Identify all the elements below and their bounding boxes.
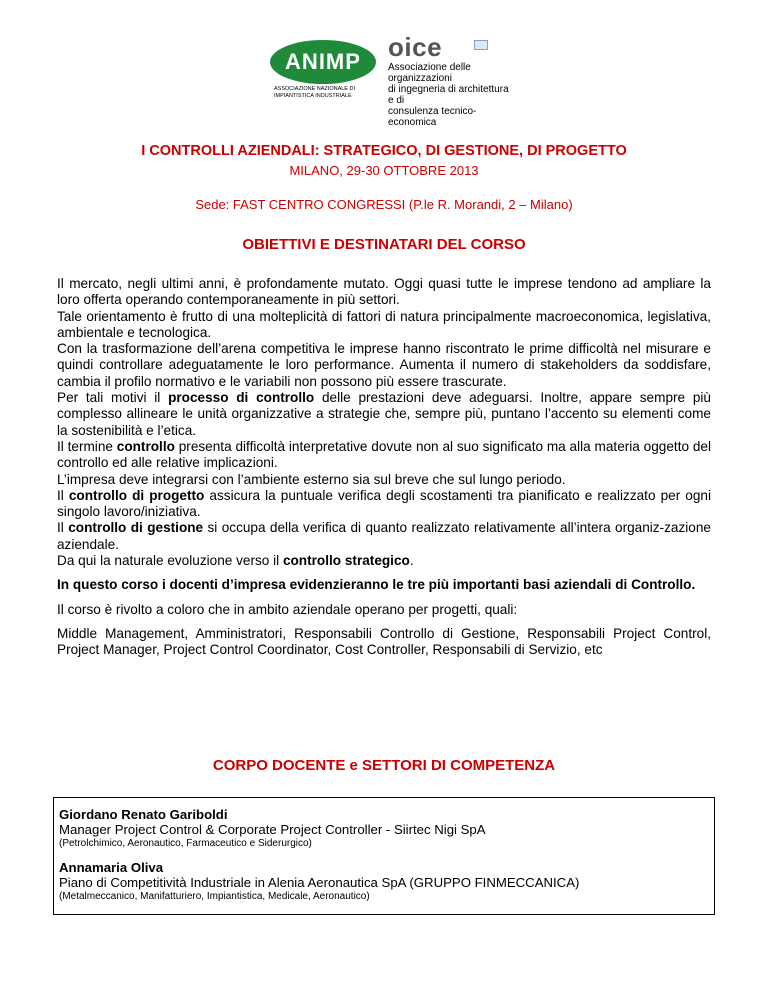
paragraph: Con la trasformazione dell’arena competitiva le imprese hanno riscontrato le prime difficoltà nel misurare e quindi controllare adeguatamente le loro performance. Aumenta il numero di stakeholders da soddisfare, cambia il profilo normativo e le variabili non possono più essere trascurate. (57, 341, 711, 389)
eu-flag-icon (474, 40, 488, 50)
teacher-name: Annamaria Oliva (59, 860, 164, 875)
paragraph: Il controllo di gestione si occupa della verifica di quanto realizzato relativamente all’intera organiz-zazione aziendale. (57, 520, 711, 552)
paragraph: Il termine controllo presenta difficoltà interpretative dovute non al suo significato ma alla materia oggetto del controllo ed alle relative implicazioni. (57, 438, 711, 471)
teacher-entry (59, 860, 708, 903)
animp-logo-subtitle: ASSOCIAZIONE NAZIONALE DI IMPIANTISTICA INDUSTRIALE (274, 86, 355, 99)
audience-list: Middle Management, Amministratori, Responsabili Controllo di Gestione, Responsabili Project Control, Project Manager, Project Control Coordinator, Cost Controller, Responsabili di Servizio, etc (57, 625, 711, 658)
animp-logo (268, 38, 378, 110)
oice-logo (388, 32, 509, 128)
bold-note: In questo corso i docenti d’impresa evidenzieranno le tre più importanti basi aziendali di Controllo. (57, 577, 696, 593)
course-date: MILANO, 29-30 OTTOBRE 2013 (289, 163, 479, 178)
paragraph: Per tali motivi il processo di controllo delle prestazioni deve adeguarsi. Inoltre, appare sempre più complesso allineare le unità organizzative a strategie che, sempre più, puntano l’accento su elementi come la sostenibilità e l’etica. (57, 390, 711, 438)
teachers-box (53, 797, 715, 915)
teacher-name: Giordano Renato Gariboldi (59, 807, 228, 822)
teacher-role: Manager Project Control & Corporate Project Controller - Siirtec Nigi SpA (59, 822, 486, 837)
paragraph: Tale orientamento è frutto di una molteplicità di fattori di natura principalmente macroeconomica, legislativa, ambientale e tecnologica. (57, 308, 711, 340)
oice-logo-description: Associazione delle organizzazioni di ingegneria di architettura e di consulenza tecnico-economica (388, 62, 509, 128)
oice-logo-mark: oice (388, 32, 443, 62)
teacher-role: Piano di Competitività Industriale in Alenia Aeronautica SpA (GRUPPO FINMECCANICA) (59, 875, 580, 890)
objectives-body (57, 276, 711, 659)
animp-logo-mark: ANIMP (270, 40, 376, 84)
section-heading-objectives: OBIETTIVI E DESTINATARI DEL CORSO (242, 236, 526, 253)
paragraph: Il mercato, negli ultimi anni, è profondamente mutato. Oggi quasi tutte le imprese tendono ad ampliare la loro offerta operando contemporaneamente in più settori. (57, 276, 711, 308)
course-venue: Sede: FAST CENTRO CONGRESSI (P.le R. Morandi, 2 – Milano) (195, 197, 573, 212)
teacher-entry (59, 807, 708, 850)
teacher-sectors: (Petrolchimico, Aeronautico, Farmaceutico e Siderurgico) (59, 838, 312, 849)
paragraph: Da qui la naturale evoluzione verso il controllo strategico. (57, 553, 414, 569)
teacher-sectors: (Metalmeccanico, Manifatturiero, Impiantistica, Medicale, Aeronautico) (59, 891, 370, 902)
paragraph: L’impresa deve integrarsi con l’ambiente esterno sia sul breve che sul lungo periodo. (57, 471, 566, 487)
course-title: I CONTROLLI AZIENDALI: STRATEGICO, DI GESTIONE, DI PROGETTO (141, 143, 627, 159)
audience-intro: Il corso è rivolto a coloro che in ambito aziendale operano per progetti, quali: (57, 601, 518, 617)
paragraph: Il controllo di progetto assicura la puntuale verifica degli scostamenti tra pianificato e realizzato per ogni singolo lavoro/iniziativa. (57, 487, 711, 520)
section-heading-teachers: CORPO DOCENTE e SETTORI DI COMPETENZA (212, 757, 556, 774)
logos-header (0, 30, 768, 128)
